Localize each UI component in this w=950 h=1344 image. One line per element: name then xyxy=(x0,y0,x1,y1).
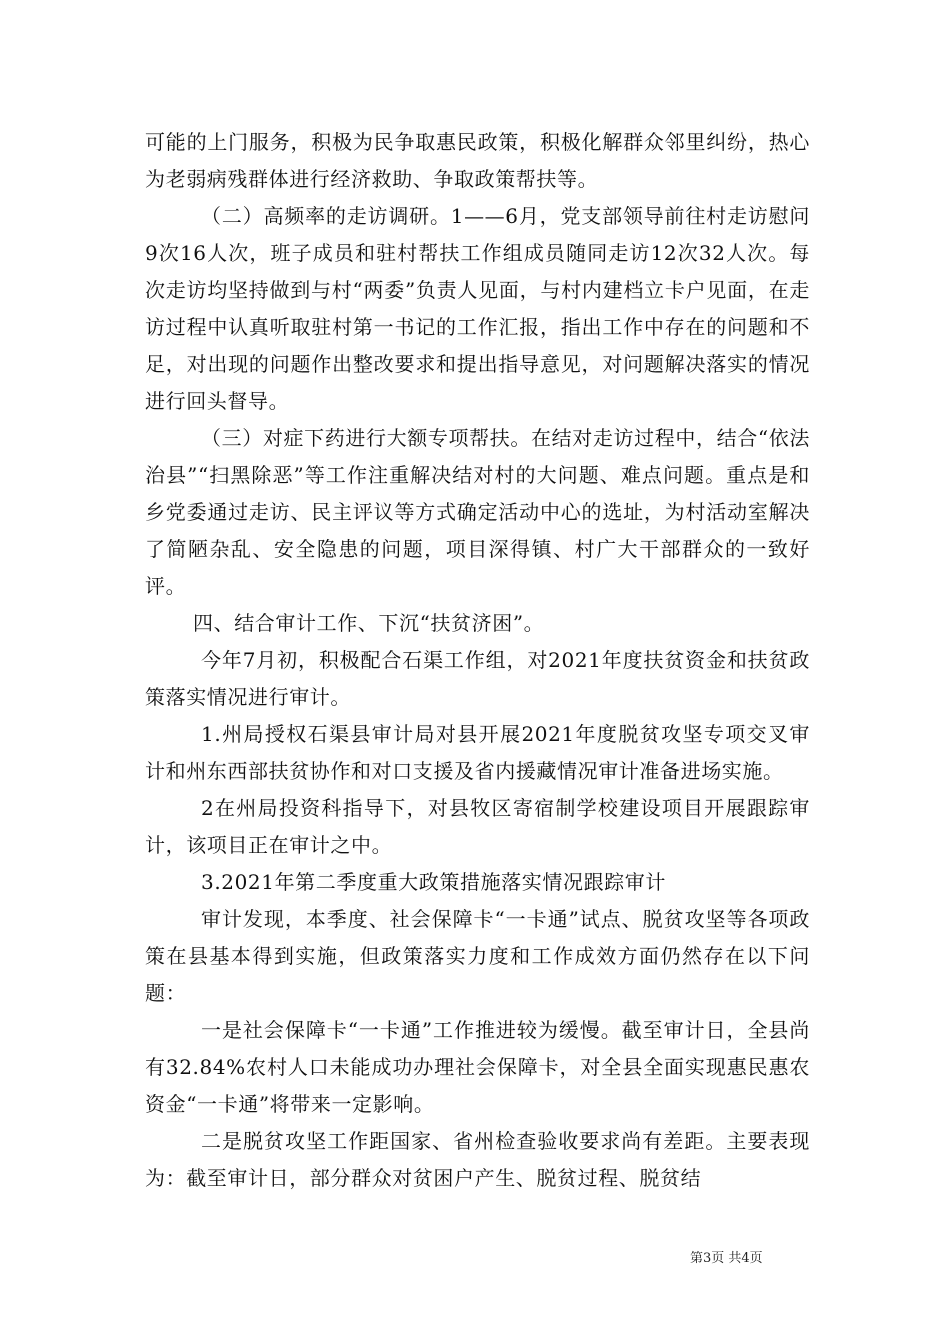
paragraph: 二是脱贫攻坚工作距国家、省州检查验收要求尚有差距。主要表现为：截至审计日，部分群众对贫困户产生、脱贫过程、脱贫结 xyxy=(145,1129,810,1190)
paragraph: 审计发现，本季度、社会保障卡“一卡通”试点、脱贫攻坚等各项政策在县基本得到实施，但政策落实力度和工作成效方面仍然存在以下问题： xyxy=(145,907,810,1005)
page-footer: 第3页 共4页 xyxy=(690,1251,763,1266)
paragraph: 一是社会保障卡“一卡通”工作推进较为缓慢。截至审计日，全县尚有32.84%农村人口未能成功办理社会保障卡，对全县全面实现惠民惠农资金“一卡通”将带来一定影响。 xyxy=(145,1018,810,1116)
paragraph: （二）高频率的走访调研。1——6月，党支部领导前往村走访慰问9次16人次，班子成员和驻村帮扶工作组成员随同走访12次32人次。每次走访均坚持做到与村“两委”负责人见面，与村内建档立卡户见面，在走访过程中认真听取驻村第一书记的工作汇报，指出工作中存在的问题和不足，对出现的问题作出整改要求和提出指导意见，对问题解决落实的情况进行回头督导。 xyxy=(145,204,810,413)
section-heading: 四、结合审计工作、下沉“扶贫济困”。 xyxy=(193,611,545,635)
paragraph: 1.州局授权石渠县审计局对县开展2021年度脱贫攻坚专项交叉审计和州东西部扶贫协作和对口支援及省内援藏情况审计准备进场实施。 xyxy=(145,722,810,783)
paragraph: 2在州局投资科指导下，对县牧区寄宿制学校建设项目开展跟踪审计，该项目正在审计之中。 xyxy=(145,796,810,857)
paragraph: 可能的上门服务，积极为民争取惠民政策，积极化解群众邻里纠纷，热心为老弱病残群体进行经济救助、争取政策帮扶等。 xyxy=(145,130,810,191)
paragraph: （三）对症下药进行大额专项帮扶。在结对走访过程中，结合“依法治县”“扫黑除恶”等工作注重解决结对村的大问题、难点问题。重点是和乡党委通过走访、民主评议等方式确定活动中心的选址，为村活动室解决了简陋杂乱、安全隐患的问题，项目深得镇、村广大干部群众的一致好评。 xyxy=(145,426,810,598)
paragraph: 今年7月初，积极配合石渠工作组，对2021年度扶贫资金和扶贫政策落实情况进行审计。 xyxy=(145,648,810,709)
document-body xyxy=(145,124,810,1197)
paragraph: 3.2021年第二季度重大政策措施落实情况跟踪审计 xyxy=(201,870,666,894)
